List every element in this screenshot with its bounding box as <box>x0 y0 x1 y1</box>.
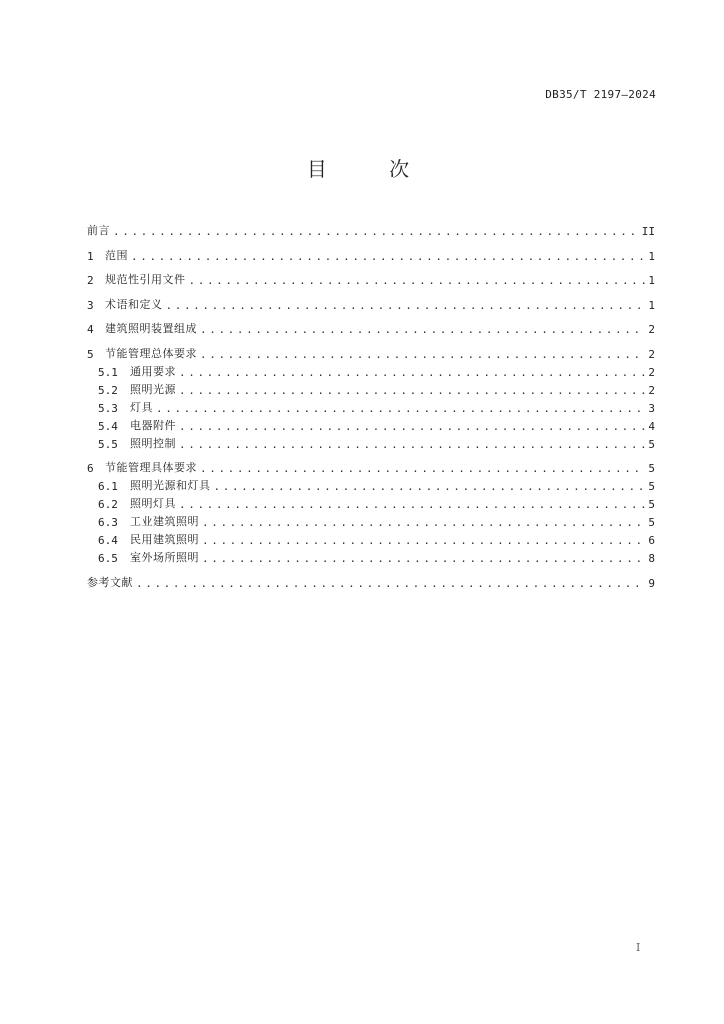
toc-entry-label: 室外场所照明 <box>130 551 199 564</box>
toc-dot-leader <box>202 534 645 547</box>
toc-entry-label: 照明光源和灯具 <box>130 479 211 492</box>
toc-entry-label: 节能管理具体要求 <box>105 461 197 474</box>
toc-dot-leader <box>131 250 645 263</box>
toc-entry-label: 民用建筑照明 <box>130 533 199 546</box>
toc-entry-number: 6.4 <box>98 534 118 547</box>
toc-entry[interactable] <box>87 238 655 263</box>
toc-entry-number: 6.5 <box>98 552 118 565</box>
toc-entry-number: 5.2 <box>98 383 118 397</box>
toc-entry-page: 2 <box>648 323 655 336</box>
toc-entry[interactable] <box>87 493 655 511</box>
toc-entry-page: 1 <box>648 249 655 263</box>
toc-dot-leader <box>214 480 646 493</box>
toc-entry[interactable] <box>87 379 655 397</box>
toc-entry-number: 3 <box>87 298 94 312</box>
toc-entry-number: 5.5 <box>98 437 118 451</box>
toc-dot-leader <box>179 420 645 433</box>
toc-entry-label: 前言 <box>87 224 110 237</box>
toc-dot-leader <box>179 438 645 451</box>
toc-entry-number: 5.3 <box>98 401 118 415</box>
toc-entry-number: 5 <box>87 347 94 361</box>
toc-entry-number: 5.4 <box>98 419 118 433</box>
toc-entry[interactable] <box>87 529 655 547</box>
toc-entry-page: II <box>641 225 655 238</box>
toc-entry-number: 2 <box>87 274 94 287</box>
toc-entry-page: 1 <box>648 274 655 287</box>
toc-entry-page: 5 <box>648 498 655 511</box>
toc-entry[interactable] <box>87 361 655 379</box>
page-number: I <box>636 941 641 954</box>
toc-entry-page: 3 <box>648 401 655 415</box>
toc-title: 目 次 <box>306 157 438 181</box>
toc-entry[interactable] <box>87 565 655 590</box>
toc-entry-page: 5 <box>648 516 655 529</box>
toc-dot-leader <box>200 323 645 336</box>
toc-entry[interactable] <box>87 287 655 312</box>
toc-entry-page: 2 <box>648 365 655 379</box>
toc-entry[interactable] <box>87 451 655 476</box>
toc-entry-label: 参考文献 <box>87 575 133 589</box>
toc-entry-label: 术语和定义 <box>105 297 163 311</box>
toc-entry-label: 规范性引用文件 <box>105 273 186 286</box>
toc-entry-page: 6 <box>648 534 655 547</box>
toc-entry-label: 灯具 <box>130 400 153 414</box>
toc-entry-page: 4 <box>648 419 655 433</box>
toc-dot-leader <box>136 577 645 590</box>
toc-entry[interactable] <box>87 312 655 337</box>
toc-dot-leader <box>156 402 645 415</box>
toc-entry-page: 2 <box>648 383 655 397</box>
toc-entry-page: 2 <box>648 347 655 361</box>
toc-entry-label: 电器附件 <box>130 418 176 432</box>
toc-entry-number: 6.2 <box>98 498 118 511</box>
toc-entry[interactable] <box>87 336 655 361</box>
toc-entry-label: 照明光源 <box>130 382 176 396</box>
toc-entry-number: 6 <box>87 462 94 475</box>
toc-entry[interactable] <box>87 263 655 288</box>
toc-dot-leader <box>179 366 645 379</box>
toc-entry[interactable] <box>87 397 655 415</box>
toc-entry-number: 4 <box>87 323 94 336</box>
toc-entry-page: 9 <box>648 576 655 590</box>
toc-dot-leader <box>202 516 645 529</box>
toc-entry-label: 照明灯具 <box>130 497 176 510</box>
toc-dot-leader <box>200 348 645 361</box>
toc-entry-page: 1 <box>648 298 655 312</box>
toc-entry-number: 6.1 <box>98 480 118 493</box>
toc-entry-page: 8 <box>648 552 655 565</box>
toc-entry-label: 通用要求 <box>130 364 176 378</box>
toc-entry[interactable] <box>87 475 655 493</box>
toc-dot-leader <box>200 462 645 475</box>
toc-dot-leader <box>179 498 645 511</box>
toc-dot-leader <box>202 552 645 565</box>
toc-dot-leader <box>179 384 645 397</box>
toc-dot-leader <box>113 225 639 238</box>
document-code: DB35/T 2197—2024 <box>545 88 656 101</box>
toc-entry[interactable] <box>87 511 655 529</box>
toc-entry-page: 5 <box>648 480 655 493</box>
toc-entry-label: 建筑照明装置组成 <box>105 322 197 335</box>
toc-entry[interactable] <box>87 433 655 451</box>
toc-entry-page: 5 <box>648 437 655 451</box>
toc-entry-label: 范围 <box>105 248 128 262</box>
toc-entry-number: 6.3 <box>98 516 118 529</box>
toc-entry-number: 5.1 <box>98 365 118 379</box>
toc-entry[interactable] <box>87 220 655 238</box>
toc-entry-label: 照明控制 <box>130 436 176 450</box>
toc-entry[interactable] <box>87 415 655 433</box>
toc-entry-label: 工业建筑照明 <box>130 515 199 528</box>
toc-entry-page: 5 <box>648 462 655 475</box>
toc-entry-number: 1 <box>87 249 94 263</box>
toc-entry[interactable] <box>87 547 655 565</box>
toc-dot-leader <box>189 274 646 287</box>
toc-dot-leader <box>166 299 646 312</box>
toc-entry-label: 节能管理总体要求 <box>105 346 197 360</box>
table-of-contents <box>87 220 655 590</box>
